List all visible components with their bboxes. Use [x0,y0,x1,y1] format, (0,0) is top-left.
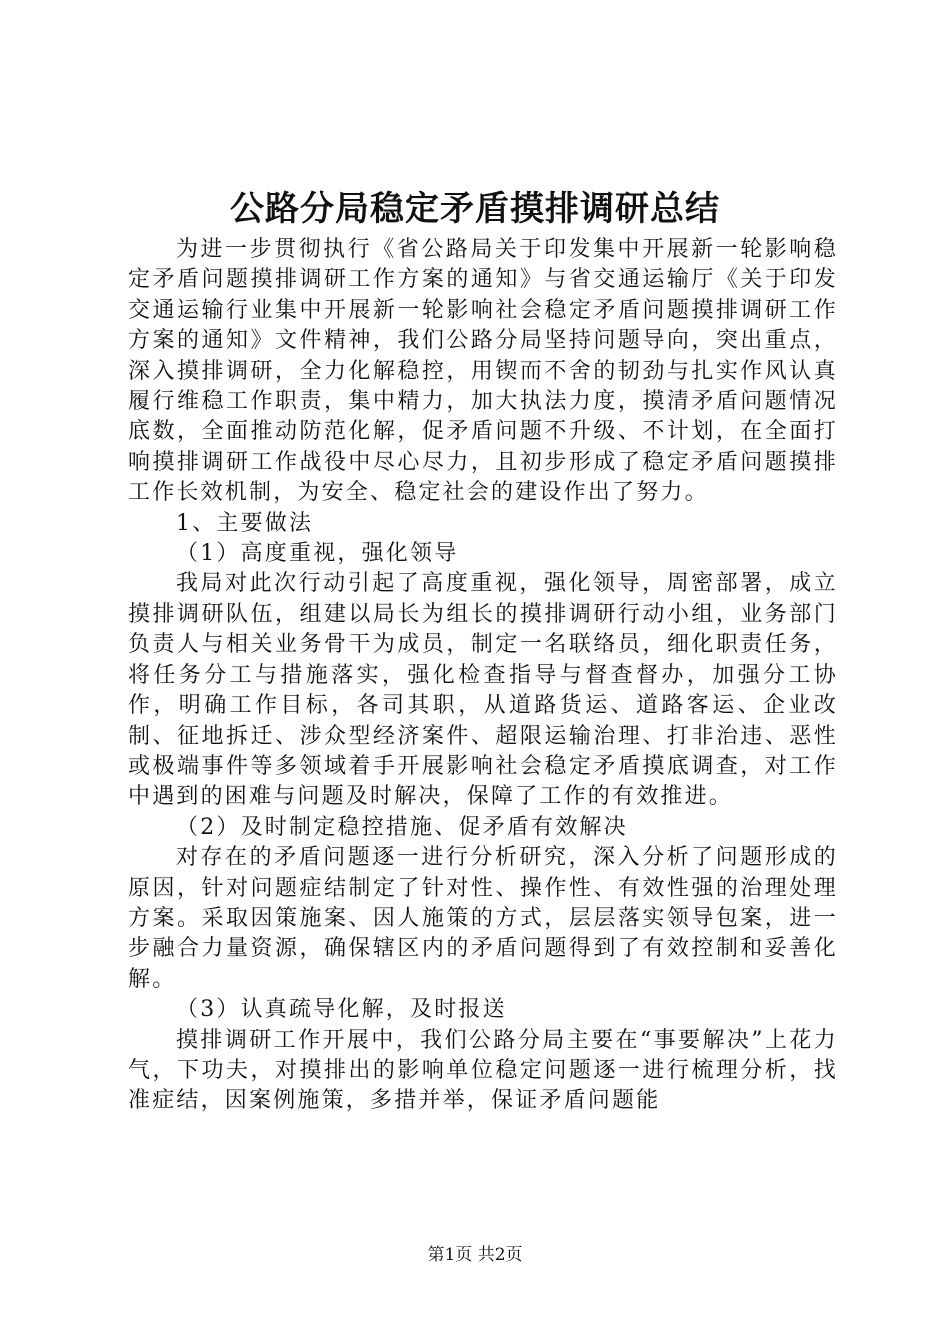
subsection-heading-1: （1）高度重视，强化领导 [176,541,459,567]
page-footer: 第1页 共2页 [427,1245,523,1265]
intro-paragraph: 为进一步贯彻执行《省公路局关于印发集中开展新一轮影响稳定矛盾问题摸排调研工作方案的通知》与省交通运输厅《关于印发交通运输行业集中开展新一轮影响社会稳定矛盾问题摸排调研工作方案的通知》文件精神，我们公路分局坚持问题导向，突出重点，深入摸排调研，全力化解稳控，用锲而不舍的韧劲与扎实作风认真履行维稳工作职责，集中精力，加大执法力度，摸清矛盾问题情况底数，全面推动防范化解，促矛盾问题不升级、不计划，在全面打响摸排调研工作战役中尽心尽力，且初步形成了稳定矛盾问题摸排工作长效机制，为安全、稳定社会的建设作出了努力。 [128,237,838,506]
subsection-paragraph-3: 摸排调研工作开展中，我们公路分局主要在“事要解决”上花力气，下功夫，对摸排出的影响单位稳定问题逐一进行梳理分析，找准症结，因案例施策，多措并举，保证矛盾问题能 [128,1027,838,1114]
subsection-heading-2: （2）及时制定稳控措施、促矛盾有效解决 [176,814,628,840]
subsection-heading-3: （3）认真疏导化解，及时报送 [176,997,507,1023]
document-title: 公路分局稳定矛盾摸排调研总结 [230,189,720,229]
subsection-paragraph-1: 我局对此次行动引起了高度重视，强化领导，周密部署，成立摸排调研队伍，组建以局长为组长的摸排调研行动小组，业务部门负责人与相关业务骨干为成员，制定一名联络员，细化职责任务，将任务分工与措施落实，强化检查指导与督查督办，加强分工协作，明确工作目标，各司其职，从道路货运、道路客运、企业改制、征地拆迁、涉众型经济案件、超限运输治理、打非治违、恶性或极端事件等多领域着手开展影响社会稳定矛盾摸底调查，对工作中遇到的困难与问题及时解决，保障了工作的有效推进。 [128,571,838,810]
document-body [128,235,838,1117]
subsection-paragraph-2: 对存在的矛盾问题逐一进行分析研究，深入分析了问题形成的原因，针对问题症结制定了针对性、操作性、有效性强的治理处理方案。采取因策施案、因人施策的方式，层层落实领导包案，进一步融合力量资源，确保辖区内的矛盾问题得到了有效控制和妥善化解。 [128,845,838,992]
section-heading-main-practices: 1、主要做法 [176,510,314,536]
